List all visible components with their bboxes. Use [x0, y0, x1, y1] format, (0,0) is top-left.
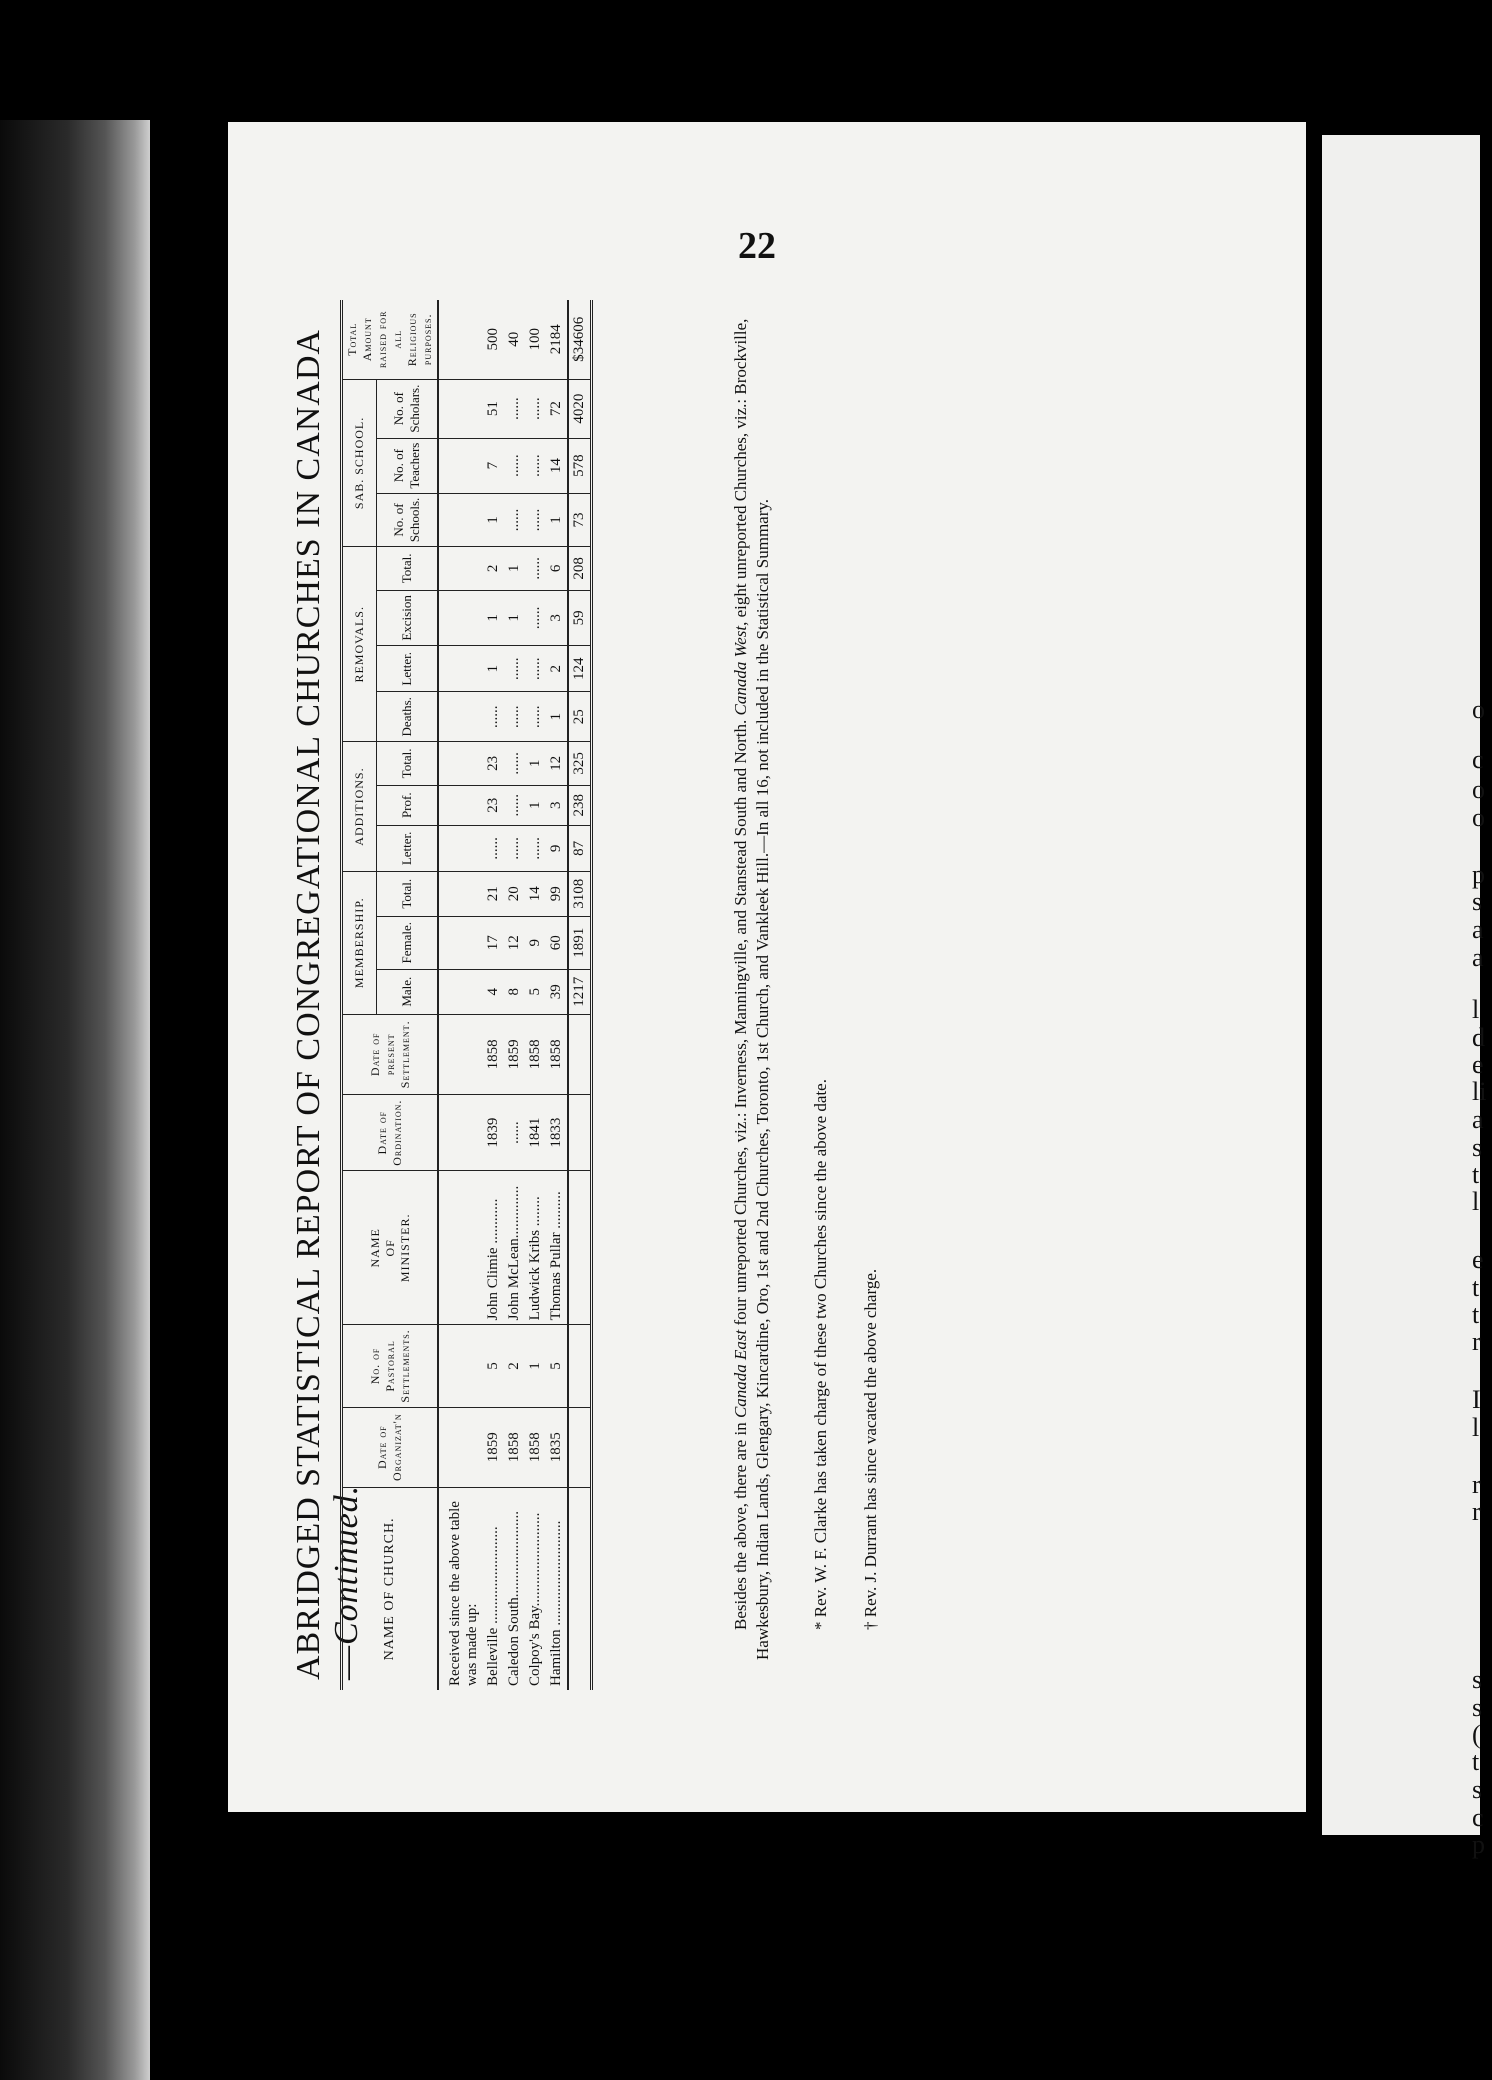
teachers: 14	[546, 438, 568, 493]
table-row	[504, 300, 525, 1690]
total-add-letter: 87	[568, 825, 592, 871]
fragment-letter: a	[1472, 915, 1484, 944]
header-minister-minister: MINISTER.	[397, 1213, 412, 1283]
header-sab-school: SAB. SCHOOL.	[342, 379, 377, 547]
report-title-continued: Continued.	[328, 1484, 365, 1645]
male: 39	[546, 969, 568, 1014]
total-rem-letter: 124	[568, 646, 592, 692]
total-deaths: 25	[568, 692, 592, 742]
pastoral: 2	[504, 1325, 525, 1407]
add-total: 1	[525, 742, 546, 785]
fragment-letter: I	[1472, 1385, 1481, 1414]
date-settle: 1858	[546, 1014, 568, 1094]
fragment-letter: l	[1472, 1413, 1480, 1442]
total-removals: 208	[568, 547, 592, 590]
header-date-ord: Date of Ordination.	[342, 1095, 439, 1171]
rem-letter: ......	[525, 646, 546, 692]
amount: 500	[483, 300, 504, 379]
header-scholars: No. of Scholars.	[376, 379, 438, 438]
footnote-clarke: * Rev. W. F. Clarke has taken charge of these two Churches since the above date.	[811, 1079, 830, 1630]
note-text-3: , eight unreported Churches, viz.: Brockville, Hawkesbury, Indian Lands, Glengary, Kincardine, Oro, 1st and 2nd Churches, Toronto, 1st Church, and Vankleek Hill.—In all 16, not included in the Statistical Summary.	[731, 318, 772, 1660]
header-total-amount: Total Amount raised for all Religious purposes.	[342, 300, 439, 379]
fragment-letter: r	[1472, 1497, 1481, 1526]
date-ord: 1833	[546, 1095, 568, 1171]
church-name: Colpoy's Bay.........................	[527, 1512, 543, 1686]
total-female: 1891	[568, 916, 592, 969]
date-settle: 1858	[525, 1014, 546, 1094]
schools: ......	[525, 493, 546, 547]
adjacent-page-fragment	[1322, 135, 1487, 1859]
fragment-letter: o	[1472, 695, 1485, 724]
fragment-letter: t	[1472, 1160, 1480, 1189]
deaths: ......	[483, 692, 504, 742]
footnote-durrant: † Rev. J. Durrant has since vacated the above charge.	[861, 1268, 880, 1630]
excision: 1	[483, 590, 504, 646]
schools: ......	[504, 493, 525, 547]
total-teachers: 578	[568, 438, 592, 493]
rem-total: ......	[525, 547, 546, 590]
mem-total: 21	[483, 871, 504, 916]
male: 4	[483, 969, 504, 1014]
fragment-letter: t	[1472, 1273, 1480, 1302]
minister-name: Thomas Pullar ..........	[546, 1171, 568, 1325]
pastoral: 1	[525, 1325, 546, 1407]
header-schools: No. of Schools.	[376, 493, 438, 547]
scholars: 72	[546, 379, 568, 438]
header-date-settle: Date of present Settlement.	[342, 1014, 439, 1094]
deaths: 1	[546, 692, 568, 742]
fragment-letter: s	[1472, 1693, 1483, 1722]
fragment-letter: p	[1472, 1830, 1485, 1859]
teachers: ......	[504, 438, 525, 493]
rotated-report	[160, 300, 960, 1800]
header-excision: Excision	[376, 590, 438, 646]
date-org: 1859	[483, 1407, 504, 1487]
fragment-letter: p	[1472, 860, 1485, 889]
unreported-churches-note	[730, 300, 774, 1660]
header-mem-total: Total.	[376, 871, 438, 916]
fragment-letter: (	[1472, 1720, 1481, 1749]
note-text-2: four unreported Churches, viz.: Inverness, Manningville, and Stanstead South and North.	[731, 715, 750, 1330]
date-org: 1858	[504, 1407, 525, 1487]
total-excision: 59	[568, 590, 592, 646]
church-name: Belleville ..........................	[485, 1526, 501, 1686]
rem-letter: ......	[504, 646, 525, 692]
scholars: ......	[504, 379, 525, 438]
deaths: ......	[525, 692, 546, 742]
total-amount: $34606	[568, 300, 592, 379]
female: 9	[525, 916, 546, 969]
page-number: 22	[738, 225, 776, 267]
male: 5	[525, 969, 546, 1014]
amount: 100	[525, 300, 546, 379]
schools: 1	[483, 493, 504, 547]
date-org: 1835	[546, 1407, 568, 1487]
header-church: NAME OF CHURCH.	[342, 1487, 439, 1690]
header-add-letter: Letter.	[376, 825, 438, 871]
excision: 1	[504, 590, 525, 646]
mem-total: 99	[546, 871, 568, 916]
fragment-letter: c	[1472, 1803, 1484, 1832]
fragment-letter: o	[1472, 775, 1485, 804]
total-membership: 3108	[568, 871, 592, 916]
note-text-1: Besides the above, there are in	[731, 1418, 750, 1630]
excision: 3	[546, 590, 568, 646]
header-add-prof: Prof.	[376, 785, 438, 825]
total-schools: 73	[568, 493, 592, 547]
note-canada-east: Canada East	[731, 1329, 750, 1419]
add-prof: 23	[483, 785, 504, 825]
fragment-letter: s	[1472, 1775, 1483, 1804]
fragment-letter: s	[1472, 1665, 1483, 1694]
note-canada-west: Canada West	[731, 625, 750, 716]
fragment-letter: s	[1472, 1133, 1483, 1162]
date-ord: ......	[504, 1095, 525, 1171]
header-teachers: No. of Teachers	[376, 438, 438, 493]
teachers: ......	[525, 438, 546, 493]
page-gutter	[1306, 122, 1322, 1842]
rem-total: 2	[483, 547, 504, 590]
fragment-letter: c	[1472, 745, 1484, 774]
fragment-letter: li	[1472, 1077, 1487, 1106]
fragment-letter: s	[1472, 887, 1483, 916]
date-settle: 1859	[504, 1014, 525, 1094]
rem-letter: 2	[546, 646, 568, 692]
fragment-letter: l	[1472, 1187, 1480, 1216]
rem-total: 6	[546, 547, 568, 590]
total-male: 1217	[568, 969, 592, 1014]
female: 12	[504, 916, 525, 969]
fragment-letter: t	[1472, 1300, 1480, 1329]
header-rem-letter: Letter.	[376, 646, 438, 692]
minister-name: Ludwick Kribs ........	[525, 1171, 546, 1325]
mem-total: 20	[504, 871, 525, 916]
teachers: 7	[483, 438, 504, 493]
header-additions: ADDITIONS.	[342, 742, 377, 872]
date-settle: 1858	[483, 1014, 504, 1094]
add-letter: ......	[483, 825, 504, 871]
rem-total: 1	[504, 547, 525, 590]
date-ord: 1841	[525, 1095, 546, 1171]
header-male: Male.	[376, 969, 438, 1014]
add-letter: ......	[525, 825, 546, 871]
excision: ......	[525, 590, 546, 646]
add-letter: ......	[504, 825, 525, 871]
female: 60	[546, 916, 568, 969]
header-rem-total: Total.	[376, 547, 438, 590]
pastoral: 5	[483, 1325, 504, 1407]
header-minister	[342, 1171, 439, 1325]
book-spine-edge	[0, 120, 150, 2080]
fragment-letter: t	[1472, 1747, 1480, 1776]
church-name: Caledon South.......................	[506, 1511, 522, 1686]
rem-letter: 1	[483, 646, 504, 692]
fragment-letter: e	[1472, 1245, 1484, 1274]
amount: 40	[504, 300, 525, 379]
intro-text: Received since the above table was made up:	[447, 1501, 480, 1686]
mem-total: 14	[525, 871, 546, 916]
fragment-letter: o	[1472, 803, 1485, 832]
fragment-letter: l	[1472, 995, 1480, 1024]
minister-name: John Climie ............	[483, 1171, 504, 1325]
church-name: Hamilton ............................	[548, 1520, 564, 1686]
header-date-org: Date of Organizat'n	[342, 1407, 439, 1487]
dark-background-top	[0, 0, 1480, 125]
add-total: ......	[504, 742, 525, 785]
header-pastoral: No. of Pastoral Settlements.	[342, 1325, 439, 1407]
header-membership: MEMBERSHIP.	[342, 871, 377, 1014]
scholars: 51	[483, 379, 504, 438]
date-ord: 1839	[483, 1095, 504, 1171]
fragment-letter: r	[1472, 1470, 1481, 1499]
header-minister-name: NAME	[367, 1228, 382, 1268]
add-prof: 1	[525, 785, 546, 825]
fragment-letter: e	[1472, 1050, 1484, 1079]
total-scholars: 4020	[568, 379, 592, 438]
fragment-letter: a	[1472, 1105, 1484, 1134]
fragment-letter: r	[1472, 1327, 1481, 1356]
totals-row	[568, 300, 592, 1690]
male: 8	[504, 969, 525, 1014]
female: 17	[483, 916, 504, 969]
date-org: 1858	[525, 1407, 546, 1487]
header-minister-of: OF	[382, 1239, 397, 1257]
add-total: 12	[546, 742, 568, 785]
add-prof: ......	[504, 785, 525, 825]
total-add-prof: 238	[568, 785, 592, 825]
fragment-letter: d	[1472, 1023, 1485, 1052]
scholars: ......	[525, 379, 546, 438]
add-letter: 9	[546, 825, 568, 871]
header-removals: REMOVALS.	[342, 547, 377, 742]
table-row	[525, 300, 546, 1690]
report-title-main: ABRIDGED STATISTICAL REPORT OF CONGREGATIONAL CHURCHES IN CANADA—	[290, 329, 365, 1680]
schools: 1	[546, 493, 568, 547]
add-prof: 3	[546, 785, 568, 825]
minister-name: John McLean..............	[504, 1171, 525, 1325]
table-row	[546, 300, 568, 1690]
fragment-letter: a	[1472, 943, 1484, 972]
header-female: Female.	[376, 916, 438, 969]
pastoral: 5	[546, 1325, 568, 1407]
header-deaths: Deaths.	[376, 692, 438, 742]
add-total: 23	[483, 742, 504, 785]
total-additions: 325	[568, 742, 592, 785]
header-add-total: Total.	[376, 742, 438, 785]
table-row	[483, 300, 504, 1690]
amount: 2184	[546, 300, 568, 379]
deaths: ......	[504, 692, 525, 742]
statistics-table	[340, 300, 593, 1690]
